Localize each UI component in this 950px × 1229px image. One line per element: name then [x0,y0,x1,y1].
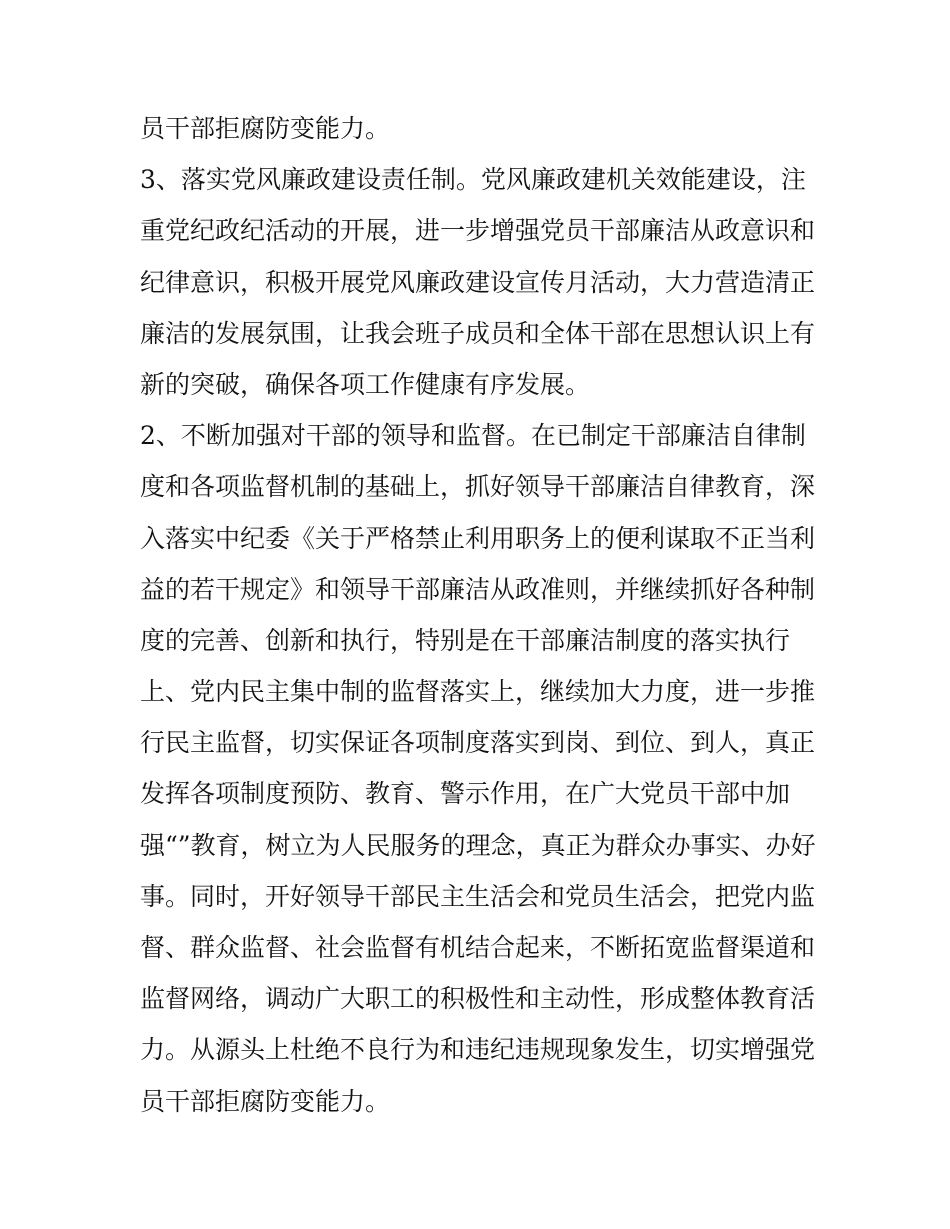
text-line: 2、不断加强对干部的领导和监督。在已制定干部廉洁自律制 [140,421,806,451]
text-line: 力。从源头上杜绝不良行为和违纪违规现象发生，切实增强党 [140,1035,816,1065]
text-line: 督、群众监督、社会监督有机结合起来，不断拓宽监督渠道和 [140,933,816,962]
text-line: 发挥各项制度预防、教育、警示作用，在广大党员干部中加 [140,779,791,809]
text-line: 重党纪政纪活动的开展，进一步增强党员干部廉洁从政意识和 [140,216,816,246]
document-body [140,103,820,1127]
text-line: 度的完善、创新和执行，特别是在干部廉洁制度的落实执行 [140,625,791,655]
text-line: 廉洁的发展氛围，让我会班子成员和全体干部在思想认识上有 [140,318,816,348]
text-line: 行民主监督，切实保证各项制度落实到岗、到位、到人，真正 [140,728,816,758]
text-line: 强“”教育，树立为人民服务的理念，真正为群众办事实、办好 [140,830,816,860]
text-line: 员干部拒腐防变能力。 [140,114,391,143]
text-line: 3、落实党风廉政建设责任制。党风廉政建机关效能建设，注 [140,165,806,195]
text-line: 纪律意识，积极开展党风廉政建设宣传月活动，大力营造清正 [140,267,816,297]
text-line: 度和各项监督机制的基础上，抓好领导干部廉洁自律教育，深 [140,472,816,502]
text-line: 事。同时，开好领导干部民主生活会和党员生活会，把党内监 [140,881,816,911]
text-line: 监督网络，调动广大职工的积极性和主动性，形成整体教育活 [140,984,816,1014]
text-line: 入落实中纪委《关于严格禁止利用职务上的便利谋取不正当利 [140,523,816,553]
text-line: 上、党内民主集中制的监督落实上，继续加大力度，进一步推 [140,677,816,707]
text-line: 益的若干规定》和领导干部廉洁从政准则，并继续抓好各种制 [140,574,816,604]
text-line: 新的突破，确保各项工作健康有序发展。 [140,369,591,399]
text-line: 员干部拒腐防变能力。 [140,1086,391,1116]
